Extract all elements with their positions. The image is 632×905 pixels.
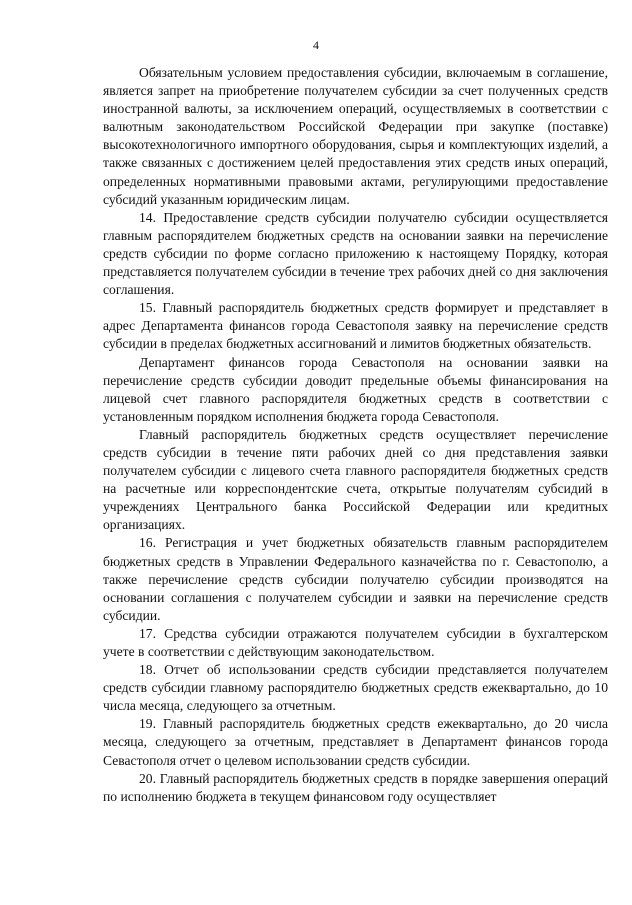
paragraph-19: 19. Главный распорядитель бюджетных средств ежеквартально, до 20 числа месяца, следующего за отчетным, представляет в Департамент финансов города Севастополя отчет о целевом использовании средств субсидии. [103, 716, 608, 768]
body-text [103, 64, 608, 806]
paragraph-18: 18. Отчет об использовании средств субсидии представляется получателем средств субсидии главному распорядителю бюджетных средств ежеквартально, до 10 числа месяца, следующего за отчетным. [103, 662, 608, 714]
paragraph-20: 20. Главный распорядитель бюджетных средств в порядке завершения операций по исполнению бюджета в текущем финансовом году осуществляет [103, 770, 608, 804]
paragraph-subsidy-condition: Обязательным условием предоставления субсидии, включаемым в соглашение, является запрет на приобретение получателем субсидии за счет полученных средств иностранной валюты, за исключением операций, осуществляемых в соответствии с валютным законодательством Российской Федерации при закупке (поставке) высокотехнологичного импортного оборудования, сырья и комплектующих изделий, а также связанных с достижением целей предоставления этих средств иных операций, определенных нормативными правовыми актами, регулирующими предоставление субсидий указанным юридическим лицам. [103, 65, 608, 207]
page-number: 4 [313, 38, 319, 52]
paragraph-15: 15. Главный распорядитель бюджетных средств формирует и представляет в адрес Департамента финансов города Севастополя заявку на перечисление средств субсидии в пределах бюджетных ассигнований и лимитов бюджетных обязательств. [103, 300, 608, 352]
paragraph-15-finance-department: Департамент финансов города Севастополя на основании заявки на перечисление средств субсидии доводит предельные объемы финансирования на лицевой счет главного распорядителя бюджетных средств в соответствии с установленным порядком исполнения бюджета города Севастополя. [103, 354, 608, 424]
paragraph-15-transfer: Главный распорядитель бюджетных средств осуществляет перечисление средств субсидии в течение пяти рабочих дней со дня представления заявки получателем субсидии с лицевого счета главного распорядителя бюджетных средств на расчетные или корреспондентские счета, открытые получателям субсидий в учреждениях Центрального банка Российской Федерации или кредитных организациях. [103, 426, 608, 533]
paragraph-14: 14. Предоставление средств субсидии получателю субсидии осуществляется главным распорядителем бюджетных средств на основании заявки на перечисление средств субсидии по форме согласно приложению к настоящему Порядку, которая представляется получателем субсидии в течение трех рабочих дней со дня заключения соглашения. [103, 209, 608, 298]
paragraph-16: 16. Регистрация и учет бюджетных обязательств главным распорядителем бюджетных средств в Управлении Федерального казначейства по г. Севастополю, а также перечисление средств субсидии получателю субсидии производятся на основании соглашения с получателем субсидии и заявки на перечисление средств субсидии. [103, 535, 608, 623]
paragraph-17: 17. Средства субсидии отражаются получателем субсидии в бухгалтерском учете в соответствии с действующим законодательством. [103, 625, 608, 659]
